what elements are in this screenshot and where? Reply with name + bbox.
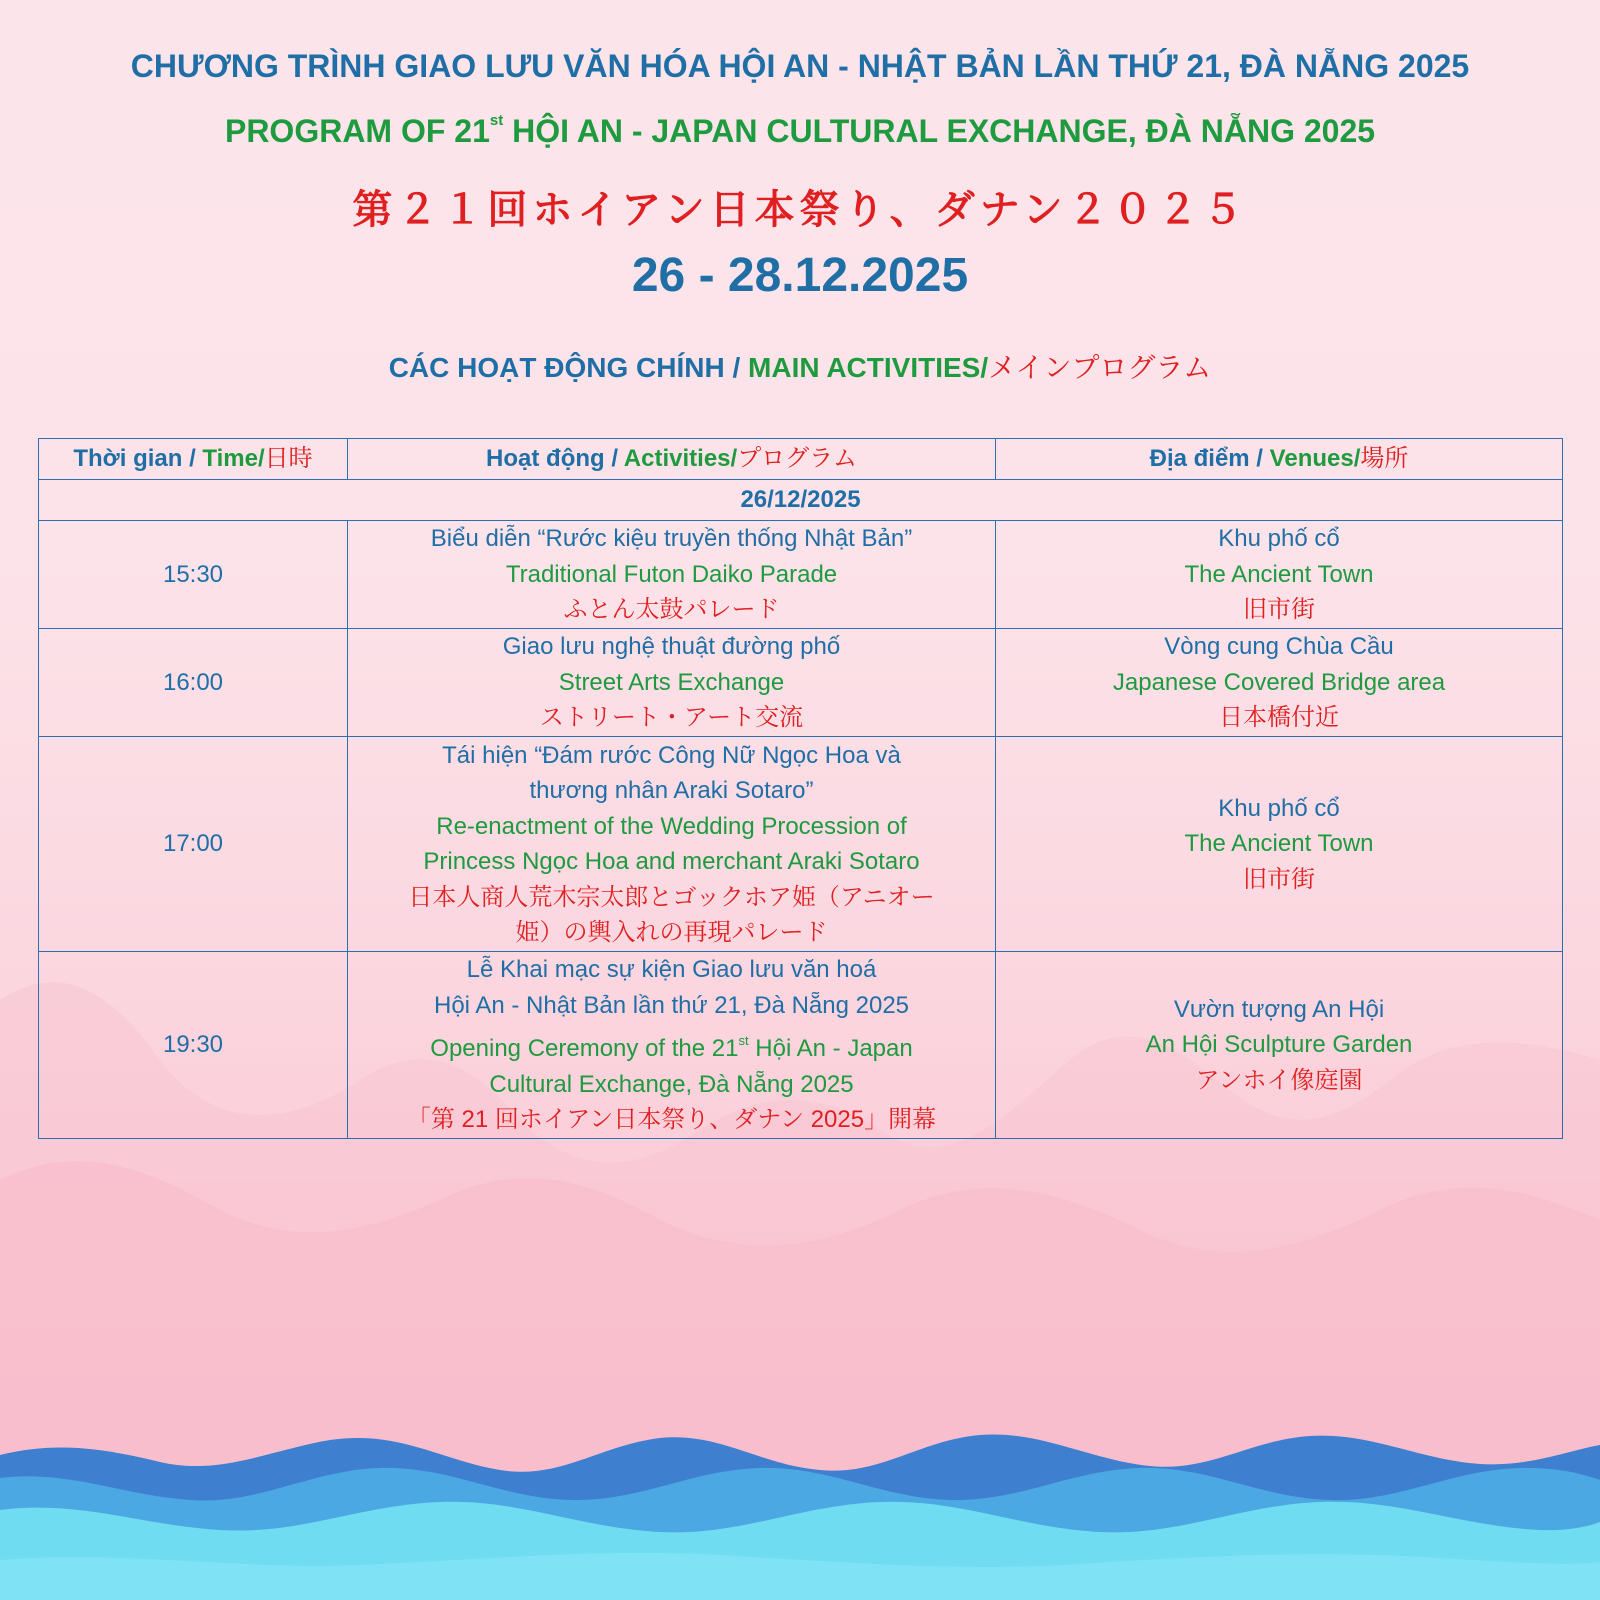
venue-vi: Khu phố cổ: [1218, 525, 1340, 553]
section-heading: [0, 346, 1600, 386]
activity-en: Opening Ceremony of the 21st Hội An - Japan: [430, 1033, 913, 1062]
title-english-prefix: PROGRAM OF 21: [224, 113, 490, 149]
activity-jp: ストリート・アート交流: [539, 704, 804, 732]
title-japanese: 第２１回ホイアン日本祭り、ダナン２０２５: [352, 186, 1248, 233]
activity-jp: 日本人商人荒木宗太郎とゴックホア姫（アニオー: [408, 883, 935, 911]
row-venue: [996, 629, 1563, 737]
activity-en: Re-enactment of the Wedding Procession of: [436, 812, 907, 840]
date-row: [39, 480, 1563, 521]
date-label: 26/12/2025: [39, 480, 1563, 521]
row-activity: [348, 629, 996, 737]
table-row: [39, 629, 1563, 737]
table-row: [39, 952, 1563, 1139]
venue-jp: 旧市街: [1243, 596, 1315, 624]
table-row: [39, 521, 1563, 629]
table-header-row: [39, 439, 1563, 480]
activity-en: Traditional Futon Daiko Parade: [505, 560, 838, 588]
row-activity: [348, 737, 996, 952]
title-english-ordinal: st: [489, 112, 504, 129]
activity-en: Street Arts Exchange: [558, 668, 785, 696]
header-activities: Hoạt động / Activities/プログラム: [348, 439, 996, 480]
activity-en: Princess Ngọc Hoa and merchant Araki Sotaro: [423, 848, 920, 875]
header-time: Thời gian / Time/日時: [39, 439, 348, 480]
row-venue: [996, 521, 1563, 629]
activity-vi: Biểu diễn “Rước kiệu truyền thống Nhật Bản”: [430, 525, 913, 553]
row-time: 17:00: [39, 737, 348, 952]
title-english: [0, 112, 1600, 150]
venue-en: The Ancient Town: [1184, 560, 1374, 588]
title-vietnamese: CHƯƠNG TRÌNH GIAO LƯU VĂN HÓA HỘI AN - NHẬT BẢN LẦN THỨ 21, ĐÀ NẴNG 2025: [130, 48, 1470, 84]
activity-jp: ふとん太鼓パレード: [563, 596, 780, 624]
section-heading-vi: CÁC HOẠT ĐỘNG CHÍNH /: [388, 352, 749, 383]
row-time: 15:30: [39, 521, 348, 629]
activity-jp: 姫）の輿入れの再現パレード: [515, 919, 828, 946]
row-venue: [996, 952, 1563, 1139]
row-activity: [348, 952, 996, 1139]
section-heading-jp: メインプログラム: [988, 352, 1212, 383]
header-venues: Địa điểm / Venues/場所: [996, 439, 1563, 480]
activity-en: Cultural Exchange, Đà Nẵng 2025: [489, 1070, 854, 1098]
activity-vi: Hội An - Nhật Bản lần thứ 21, Đà Nẵng 2025: [433, 991, 910, 1019]
event-dates: 26 - 28.12.2025: [631, 249, 969, 302]
row-venue: [996, 737, 1563, 952]
venue-jp: 日本橋付近: [1219, 704, 1339, 732]
venue-en: The Ancient Town: [1184, 830, 1374, 858]
activity-vi: thương nhân Araki Sotaro”: [529, 777, 814, 804]
venue-vi: Vòng cung Chùa Cầu: [1164, 633, 1394, 661]
venue-en: Japanese Covered Bridge area: [1112, 668, 1446, 696]
venue-jp: 旧市街: [1243, 865, 1315, 893]
activity-vi: Tái hiện “Đám rước Công Nữ Ngọc Hoa và: [442, 741, 901, 769]
venue-jp: アンホイ像庭園: [1195, 1066, 1363, 1094]
venue-en: An Hội Sculpture Garden: [1145, 1031, 1413, 1058]
activity-jp: 「第 21 回ホイアン日本祭り、ダナン 2025」開幕: [406, 1106, 937, 1133]
venue-vi: Khu phố cổ: [1218, 794, 1340, 822]
row-time: 19:30: [39, 952, 348, 1139]
schedule-table: [38, 438, 1563, 1139]
activity-vi: Lễ Khai mạc sự kiện Giao lưu văn hoá: [466, 956, 877, 983]
activity-vi: Giao lưu nghệ thuật đường phố: [502, 633, 841, 661]
venue-vi: Vườn tượng An Hội: [1173, 995, 1385, 1023]
row-activity: [348, 521, 996, 629]
title-english-suffix: HỘI AN - JAPAN CULTURAL EXCHANGE, ĐÀ NẴNG 2025: [503, 113, 1376, 149]
section-heading-en: MAIN ACTIVITIES/: [748, 352, 989, 383]
row-time: 16:00: [39, 629, 348, 737]
table-row: [39, 737, 1563, 952]
